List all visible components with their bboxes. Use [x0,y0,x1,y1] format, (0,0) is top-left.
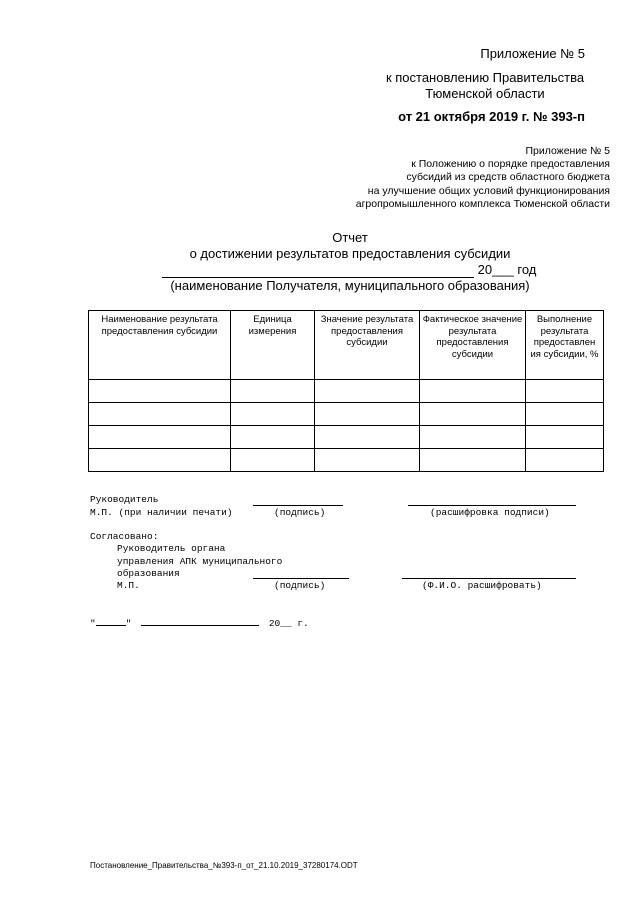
annex-title: Приложение № 5 [480,46,585,61]
agency-line-3: образования [117,568,180,579]
table-cell[interactable] [231,449,315,472]
day-blank [96,616,126,626]
sign-date-line [90,616,309,630]
table-cell[interactable] [420,380,526,403]
table-cell[interactable] [315,426,420,449]
report-title: Отчет [332,230,368,245]
sub-line-4: агропромышленного комплекса Тюменской области [355,198,610,210]
col-header-unit: Единица измерения [231,311,315,380]
col-header-actual-value: Фактическое значение результата предоставления субсидии [420,311,526,380]
table-row [89,403,604,426]
col-header-result-name: Наименование результата предоставления субсидии [89,311,231,380]
table-cell[interactable] [315,403,420,426]
table-cell[interactable] [526,426,604,449]
recipient-blank [162,265,474,278]
col-header-planned-value: Значение результата предоставления субсидии [315,311,420,380]
to-resolution: к постановлению Правительства [385,70,585,85]
signature-caption: (подпись) [274,507,326,518]
sub-line-2: субсидий из средств областного бюджета [406,171,610,183]
sub-line-3: на улучшение общих условий функционирования [367,185,610,197]
agency-name-line [402,578,576,579]
decoding-caption: (расшифровка подписи) [430,507,550,518]
table-cell[interactable] [420,403,526,426]
table-cell[interactable] [420,449,526,472]
col-header-completion: Выполнение результата предоставлен ия субсидии, % [526,311,604,380]
table-cell[interactable] [526,403,604,426]
table-cell[interactable] [231,426,315,449]
table-cell[interactable] [420,426,526,449]
quote-close: " [125,618,132,629]
region: Тюменской области [425,86,545,101]
table-cell[interactable] [89,403,231,426]
agency-name-caption: (Ф.И.О. расшифровать) [422,580,542,591]
report-subtitle: о достижении результатов предоставления субсидии [189,246,511,261]
sign-year: 20__ г. [268,618,309,629]
table-row [89,426,604,449]
sub-line-1: к Положению о порядке предоставления [411,158,610,170]
sub-annex-title: Приложение № 5 [525,145,610,157]
table-cell[interactable] [526,380,604,403]
table-cell[interactable] [231,380,315,403]
head-decoding-line [408,505,576,506]
table-row [89,449,604,472]
table-cell[interactable] [89,380,231,403]
resolution-date: от 21 октября 2019 г. № 393-п [398,109,585,124]
agency-signature-caption: (подпись) [274,580,326,591]
report-year: 20___ год [474,262,537,277]
recipient-line [162,262,536,278]
stamp-label: М.П. (при наличии печати) [90,507,233,518]
agency-line-2: управления АПК муниципального [117,556,283,567]
footer-filename: Постановление_Правительства_№393-п_от_21.10.2019_37280174.ODT [90,861,358,870]
table-cell[interactable] [315,449,420,472]
month-blank [141,616,259,626]
agency-stamp: М.П. [117,580,140,591]
agreed-label: Согласовано: [90,531,159,542]
results-table [88,310,604,472]
table-cell[interactable] [526,449,604,472]
table-cell[interactable] [231,403,315,426]
head-signature-line [253,505,343,506]
agency-signature-line [253,578,349,579]
table-cell[interactable] [89,449,231,472]
table-cell[interactable] [89,426,231,449]
agency-line-1: Руководитель органа [117,543,226,554]
recipient-caption: (наименование Получателя, муниципального образования) [170,278,530,293]
table-row [89,380,604,403]
head-label: Руководитель [90,494,159,505]
table-header-row [89,311,604,380]
table-cell[interactable] [315,380,420,403]
quote-open: " [90,618,96,629]
